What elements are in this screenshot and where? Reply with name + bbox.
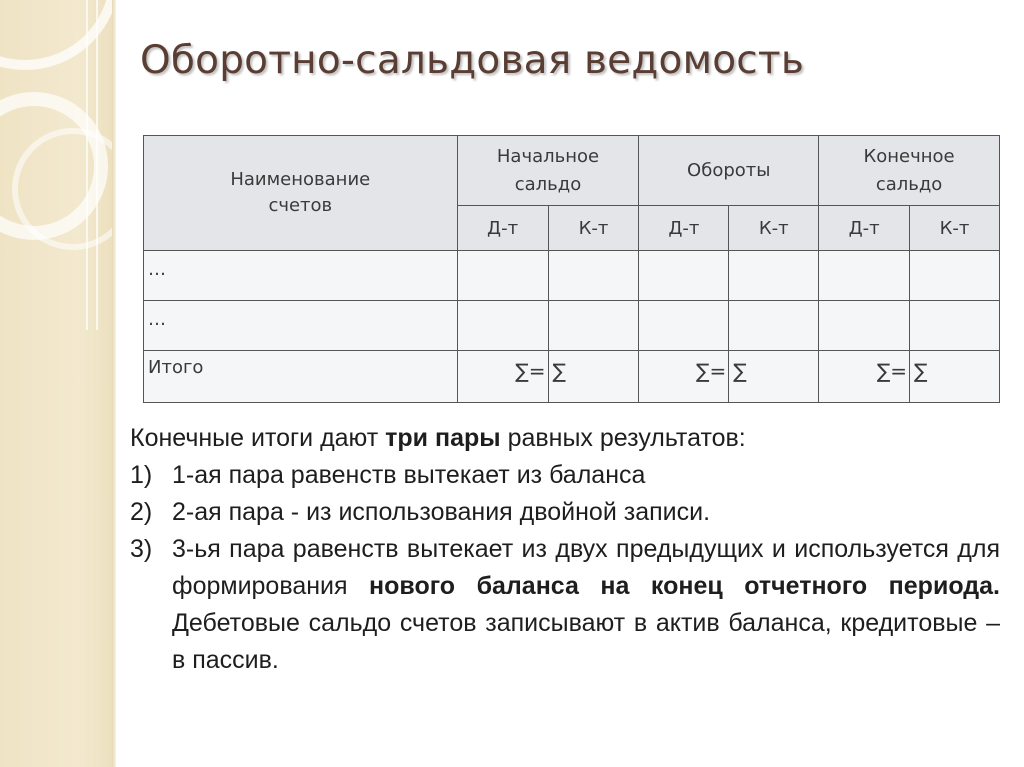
table-cell xyxy=(729,301,819,351)
account-row-label: … xyxy=(144,251,458,301)
table-cell xyxy=(819,301,910,351)
sum-equals-cell: ∑= xyxy=(819,351,910,403)
header-debit: Д-т xyxy=(819,206,910,251)
decorative-line xyxy=(96,0,98,330)
table-cell xyxy=(457,251,548,301)
total-row-label: Итого xyxy=(144,351,458,403)
list-item xyxy=(130,494,1000,531)
sum-equals-cell: ∑= xyxy=(457,351,548,403)
decorative-side-band xyxy=(0,0,112,767)
table-cell xyxy=(729,251,819,301)
list-item xyxy=(130,457,1000,494)
trial-balance-table xyxy=(143,135,1000,403)
header-debit: Д-т xyxy=(457,206,548,251)
sum-cell: ∑ xyxy=(548,351,639,403)
table-cell xyxy=(639,301,729,351)
slide-title: Оборотно-сальдовая ведомость xyxy=(140,38,805,83)
intro-line: Конечные итоги дают три пары равных результатов: xyxy=(130,424,746,452)
sum-cell: ∑ xyxy=(729,351,819,403)
list-number: 1) xyxy=(130,461,153,489)
list-number: 3) xyxy=(130,535,153,563)
decorative-divider xyxy=(112,0,116,767)
sum-cell: ∑ xyxy=(910,351,1000,403)
header-opening-balance: Начальное сальдо xyxy=(457,136,639,206)
list-item-text: 3-ья пара равенств вытекает из двух предыдущих и используется для формирования нового баланса на конец отчетного периода. Дебетовые сальдо счетов записывают в актив баланса, кредитовые – в пассив. xyxy=(172,535,1000,674)
list-item xyxy=(130,531,1000,679)
header-credit: К-т xyxy=(910,206,1000,251)
list-number: 2) xyxy=(130,498,153,526)
table-cell xyxy=(548,301,639,351)
header-closing-balance: Конечное сальдо xyxy=(819,136,1000,206)
table-cell xyxy=(819,251,910,301)
header-credit: К-т xyxy=(548,206,639,251)
header-turnover: Обороты xyxy=(639,136,819,206)
header-account-name: Наименование счетов xyxy=(144,136,458,251)
table-cell xyxy=(457,301,548,351)
account-row-label: … xyxy=(144,301,458,351)
table-cell xyxy=(910,301,1000,351)
explanation-text xyxy=(130,420,1000,679)
header-debit: Д-т xyxy=(639,206,729,251)
table-cell xyxy=(548,251,639,301)
table-cell xyxy=(910,251,1000,301)
list-item-text: 2-ая пара - из использования двойной записи. xyxy=(172,498,711,526)
decorative-line xyxy=(86,0,88,330)
sum-equals-cell: ∑= xyxy=(639,351,729,403)
header-credit: К-т xyxy=(729,206,819,251)
list-item-text: 1-ая пара равенств вытекает из баланса xyxy=(172,461,646,489)
table-cell xyxy=(639,251,729,301)
